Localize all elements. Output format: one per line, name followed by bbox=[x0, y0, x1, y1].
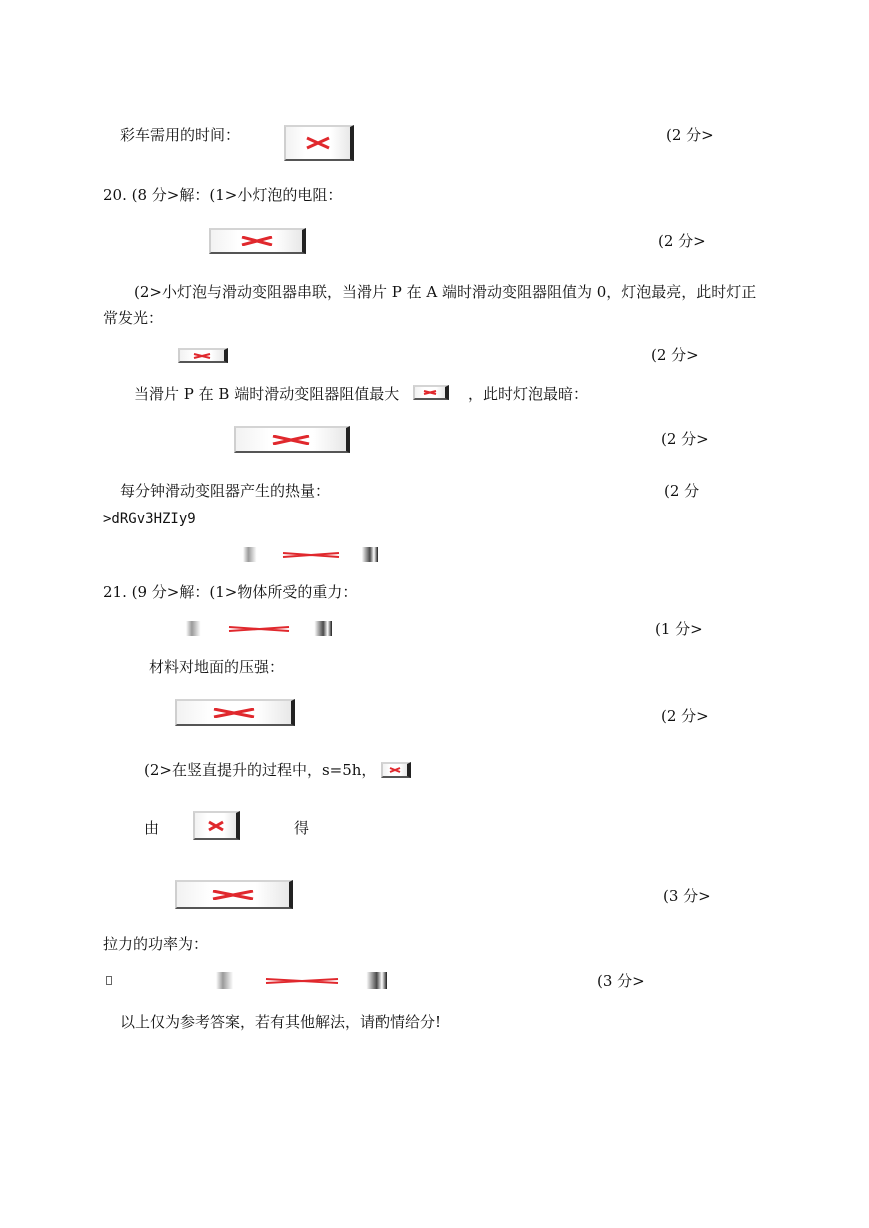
formula-image-placeholder bbox=[186, 621, 332, 636]
stray-text: >dRGv3HZIy9 bbox=[103, 511, 196, 527]
score-label: (2 分> bbox=[651, 346, 699, 364]
score-label: (1 分> bbox=[655, 620, 703, 638]
score-label: (2 分> bbox=[661, 430, 709, 448]
score-label: (2 分> bbox=[661, 707, 709, 725]
formula-image-placeholder bbox=[216, 972, 387, 989]
small-image-icon bbox=[106, 976, 112, 985]
time-label: 彩车需用的时间： bbox=[120, 126, 241, 144]
footnote-text: 以上仅为参考答案，若有其他解法，请酌情给分! bbox=[120, 1013, 442, 1031]
broken-image-icon bbox=[207, 820, 225, 832]
score-label: (3 分> bbox=[597, 972, 645, 990]
formula-image-placeholder bbox=[178, 348, 228, 363]
formula-image-placeholder bbox=[413, 385, 449, 400]
lifting-text: (2>在竖直提升的过程中，s=5h， bbox=[144, 761, 377, 779]
explanation-text: 当滑片 P 在 B 端时滑动变阻器阻值最大 bbox=[134, 385, 400, 403]
formula-image-placeholder bbox=[193, 811, 240, 840]
formula-image-placeholder bbox=[175, 699, 295, 726]
get-text: 得 bbox=[294, 819, 310, 837]
question-21-heading: 21. (9 分>解：(1>物体所受的重力： bbox=[103, 583, 358, 601]
broken-image-icon bbox=[211, 890, 255, 900]
formula-image-placeholder bbox=[284, 125, 354, 161]
broken-image-icon bbox=[423, 390, 437, 395]
broken-image-icon bbox=[389, 767, 401, 773]
broken-image-icon bbox=[212, 708, 256, 718]
formula-image-placeholder bbox=[381, 762, 411, 778]
formula-image-placeholder bbox=[243, 547, 378, 562]
from-text: 由 bbox=[144, 819, 160, 837]
explanation-text-cont: 常发光： bbox=[103, 309, 164, 327]
power-label: 拉力的功率为： bbox=[103, 935, 209, 953]
question-20-heading: 20. (8 分>解：(1>小灯泡的电阻： bbox=[103, 186, 343, 204]
score-label: (2 分 bbox=[664, 482, 700, 500]
broken-image-icon bbox=[227, 626, 291, 632]
pressure-label: 材料对地面的压强： bbox=[149, 658, 285, 676]
broken-image-icon bbox=[281, 552, 341, 558]
formula-image-placeholder bbox=[234, 426, 350, 453]
broken-image-icon bbox=[264, 978, 340, 984]
formula-image-placeholder bbox=[209, 228, 306, 254]
broken-image-icon bbox=[240, 236, 274, 246]
explanation-text: ，此时灯泡最暗： bbox=[468, 385, 589, 403]
score-label: (3 分> bbox=[663, 887, 711, 905]
score-label: (2 分> bbox=[658, 232, 706, 250]
broken-image-icon bbox=[193, 353, 211, 359]
broken-image-icon bbox=[305, 136, 331, 150]
explanation-text: (2>小灯泡与滑动变阻器串联，当滑片 P 在 A 端时滑动变阻器阻值为 0，灯泡最亮，此时灯正 bbox=[134, 283, 757, 301]
formula-image-placeholder bbox=[175, 880, 293, 909]
broken-image-icon bbox=[271, 435, 311, 445]
heat-label: 每分钟滑动变阻器产生的热量： bbox=[120, 482, 331, 500]
score-label: (2 分> bbox=[666, 126, 714, 144]
